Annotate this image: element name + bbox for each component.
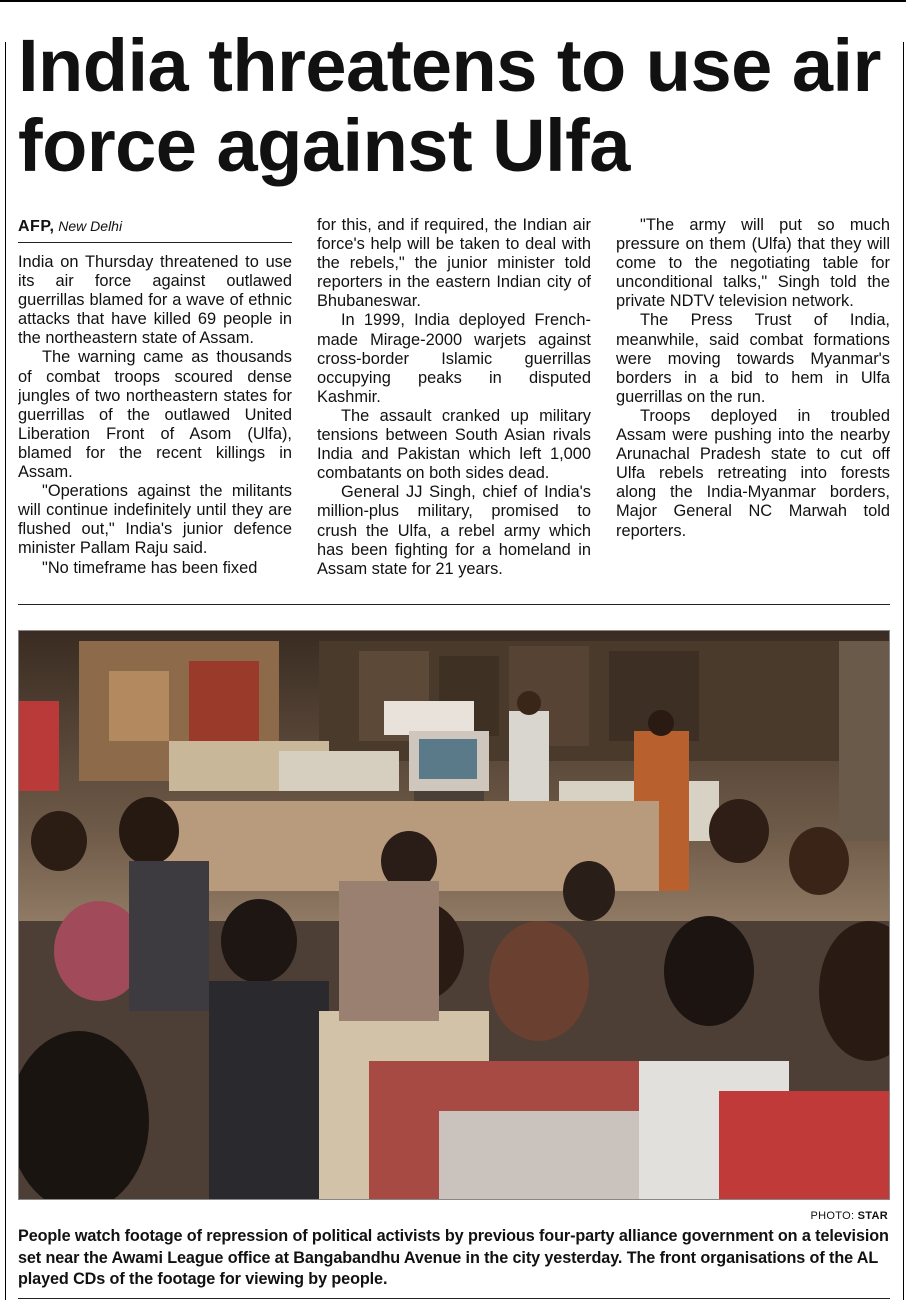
news-photo	[18, 630, 890, 1200]
article-column-3	[616, 216, 890, 600]
article-body	[18, 216, 890, 600]
article-column-2	[317, 216, 591, 600]
article-column-1	[18, 216, 292, 600]
headline: India threatens to use air force against Ulfa	[18, 24, 881, 187]
paragraph: The Press Trust of India, meanwhile, said combat formations were moving towards Myanmar's borders in a bid to hem in Ulfa guerrillas on the run.	[616, 311, 890, 406]
bottom-divider	[18, 1298, 890, 1299]
paragraph: In 1999, India deployed French-made Mirage-2000 warjets against cross-border Islamic guerrillas occupying peaks in disputed Kashmir.	[317, 311, 591, 406]
paragraph: "Operations against the militants will continue indefinitely until they are flushed out," India's junior defence minister Pallam Raju said.	[18, 482, 292, 558]
paragraph: for this, and if required, the Indian air force's help will be taken to deal with the rebels," the junior minister told reporters in the eastern Indian city of Bhubaneswar.	[317, 216, 591, 311]
photo-credit	[811, 1210, 888, 1222]
left-border	[5, 42, 6, 1300]
byline-place: New Delhi	[58, 218, 123, 234]
section-divider	[18, 604, 890, 605]
byline-agency: AFP,	[18, 218, 55, 235]
paragraph: "No timeframe has been fixed	[42, 558, 258, 577]
crowd-watching-tv-illustration	[19, 631, 890, 1200]
paragraph: The warning came as thousands of combat troops scoured dense jungles of two northeastern states for guerrillas of the outlawed United Liberation Front of Asom (Ulfa), blamed for the recent killings in Assam.	[18, 348, 292, 482]
paragraph: India on Thursday threatened to use its air force against outlawed guerrillas blamed for a wave of ethnic attacks that have killed 69 people in the northeastern state of Assam.	[18, 253, 292, 348]
byline	[18, 216, 292, 243]
photo-credit-source: STAR	[857, 1210, 888, 1222]
photo-caption: People watch footage of repression of political activists by previous four-party alliance government on a television set near the Awami League office at Bangabandhu Avenue in the city yesterday. The front organisations of the AL played CDs of the footage for viewing by people.	[18, 1227, 889, 1288]
photo-credit-label: PHOTO:	[810, 1210, 855, 1222]
paragraph: The assault cranked up military tensions between South Asian rivals India and Pakistan which left 1,000 combatants on both sides dead.	[317, 406, 591, 483]
paragraph: "The army will put so much pressure on them (Ulfa) that they will come to the negotiating table for unconditional talks," Singh told the private NDTV television network.	[616, 216, 890, 311]
top-border	[0, 0, 906, 2]
right-border	[903, 42, 904, 1300]
paragraph: General JJ Singh, chief of India's million-plus military, promised to crush the Ulfa, a rebel army which has been fighting for a homeland in Assam state for 21 years.	[317, 483, 591, 578]
paragraph: Troops deployed in troubled Assam were pushing into the nearby Arunachal Pradesh state to cut off Ulfa rebels retreating into forests along the India-Myanmar borders, Major General NC Marwah told reporters.	[616, 406, 890, 540]
